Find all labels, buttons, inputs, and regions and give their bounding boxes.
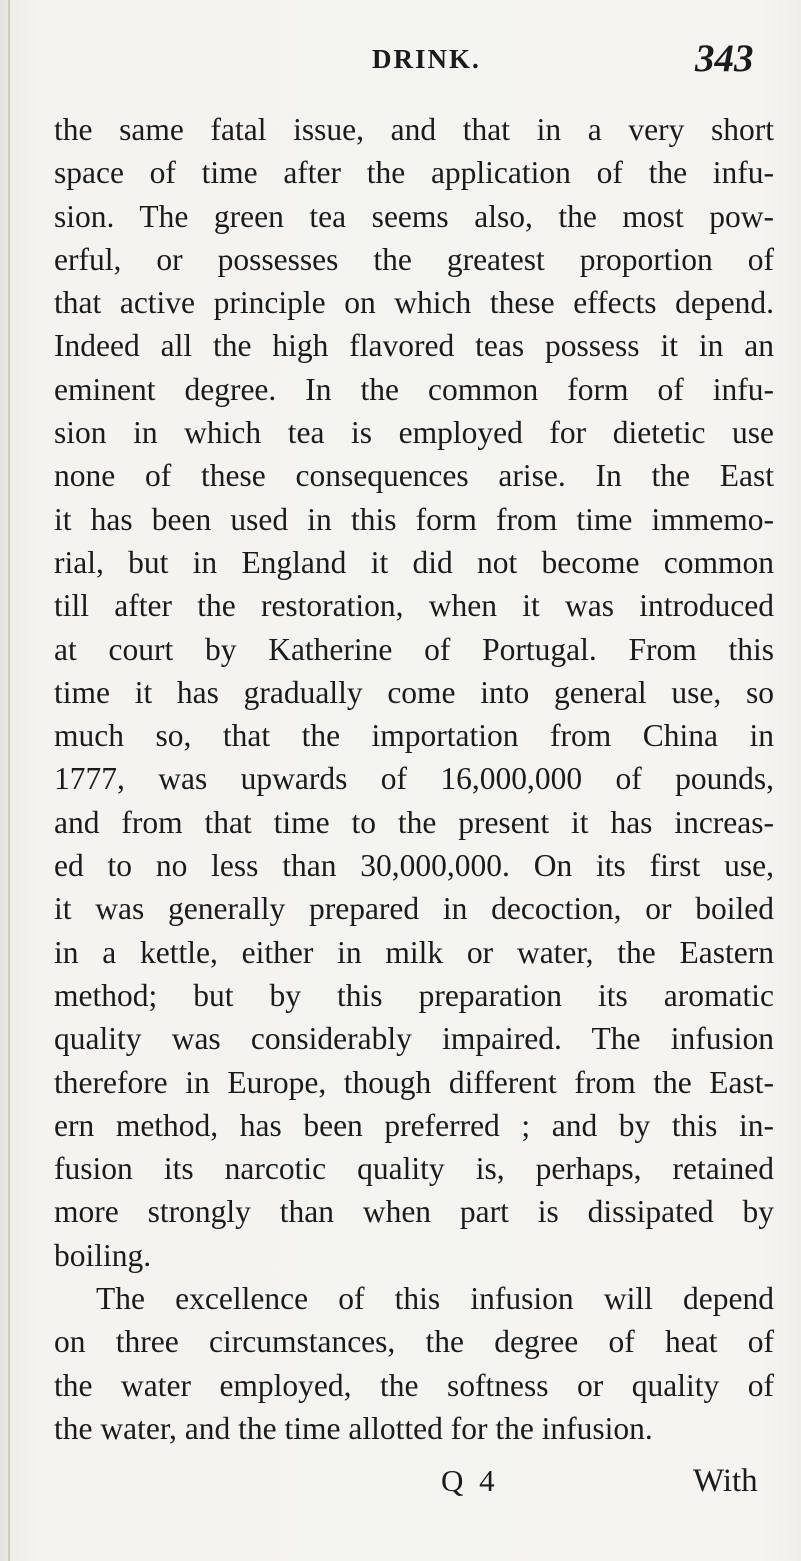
text-line: quality was considerably impaired. The infusion: [54, 1021, 774, 1057]
text-line: till after the restoration, when it was introduced: [54, 588, 774, 624]
text-line: sion. The green tea seems also, the most pow-: [54, 198, 774, 234]
text-line: at court by Katherine of Portugal. From this: [54, 631, 774, 667]
text-line: Indeed all the high flavored teas possess it in an: [54, 328, 774, 364]
page-number: 343: [695, 37, 754, 80]
signature-mark: Q 4: [441, 1463, 499, 1498]
page-footer: [0, 1463, 801, 1513]
text-line: 1777, was upwards of 16,000,000 of pounds,: [54, 761, 774, 797]
page-header: [0, 37, 801, 104]
text-line: ern method, has been preferred ; and by this in-: [54, 1107, 774, 1143]
text-line: much so, that the importation from China in: [54, 718, 774, 754]
text-line: method; but by this preparation its aromatic: [54, 977, 774, 1013]
text-line: ed to no less than 30,000,000. On its first use,: [54, 848, 774, 884]
text-line: therefore in Europe, though different from the East-: [54, 1064, 774, 1100]
page-gutter: [8, 0, 10, 1561]
text-line: in a kettle, either in milk or water, the Eastern: [54, 934, 774, 970]
text-line: space of time after the application of the infu-: [54, 155, 774, 191]
text-line: it was generally prepared in decoction, or boiled: [54, 891, 774, 927]
text-line: The excellence of this infusion will depend: [96, 1281, 774, 1317]
text-line: none of these consequences arise. In the East: [54, 458, 774, 494]
text-line: eminent degree. In the common form of infu-: [54, 371, 774, 407]
text-line: sion in which tea is employed for dietetic use: [54, 415, 774, 451]
catchword: With: [693, 1463, 758, 1499]
text-line: fusion its narcotic quality is, perhaps, retained: [54, 1151, 774, 1187]
text-line: that active principle on which these effects depend.: [54, 285, 774, 321]
text-line: more strongly than when part is dissipated by: [54, 1194, 774, 1230]
text-line: on three circumstances, the degree of heat of: [54, 1324, 774, 1360]
text-line: rial, but in England it did not become common: [54, 544, 774, 580]
text-line: boiling.: [54, 1237, 152, 1273]
text-line: and from that time to the present it has increas-: [54, 804, 774, 840]
text-line: the same fatal issue, and that in a very short: [54, 112, 774, 147]
running-head: DRINK.: [372, 44, 481, 74]
text-line: erful, or possesses the greatest proportion of: [54, 241, 774, 277]
text-line: the water, and the time allotted for the infusion.: [54, 1410, 653, 1446]
text-line: it has been used in this form from time immemo-: [54, 501, 774, 537]
body-text: [54, 108, 774, 1450]
text-line: the water employed, the softness or quality of: [54, 1367, 774, 1403]
text-line: time it has gradually come into general use, so: [54, 674, 774, 710]
